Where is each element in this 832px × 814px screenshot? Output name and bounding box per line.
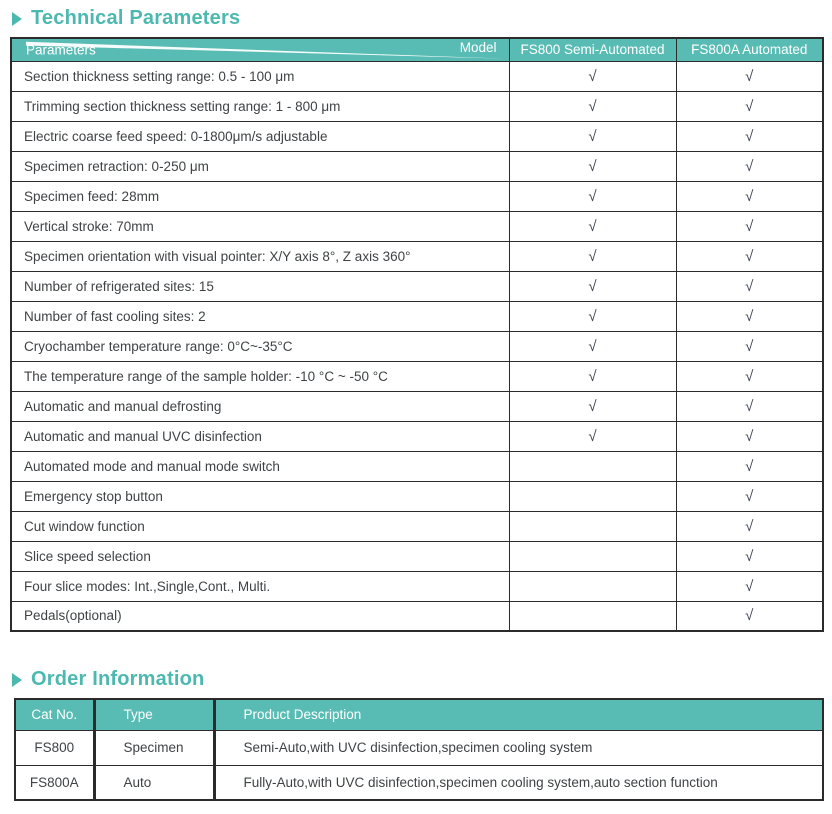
checkmark-cell [509,271,676,301]
order-information-title [12,668,832,691]
checkmark-cell [676,541,823,571]
checkmark-cell [509,331,676,361]
check-icon: √ [745,547,754,565]
table-row [11,91,823,121]
checkmark-cell [676,331,823,361]
check-icon: √ [588,97,597,115]
check-icon: √ [745,307,754,325]
check-icon: √ [588,187,597,205]
checkmark-cell [676,91,823,121]
parameter-name-cell: Pedals(optional) [11,601,509,631]
check-icon: √ [588,157,597,175]
parameters-header-label: Parameters [26,42,96,58]
tech-header-row [11,38,823,61]
check-icon: √ [588,337,597,355]
table-row [11,61,823,91]
table-row [11,271,823,301]
order-header-row [15,699,823,730]
tech-table-body [11,61,823,631]
table-row [15,730,823,765]
check-icon: √ [588,127,597,145]
checkmark-cell [509,391,676,421]
checkmark-cell [676,451,823,481]
parameters-model-header-cell [11,38,509,61]
technical-parameters-title [12,7,832,30]
model-header-label: Model [459,40,497,55]
check-icon: √ [745,577,754,595]
checkmark-cell [676,211,823,241]
parameter-name-cell: Emergency stop button [11,481,509,511]
checkmark-cell [676,601,823,631]
table-row [11,391,823,421]
section-arrow-icon [12,12,22,26]
table-row [11,601,823,631]
check-icon: √ [745,247,754,265]
check-icon: √ [745,427,754,445]
table-row [11,571,823,601]
check-icon: √ [745,457,754,475]
checkmark-cell [509,241,676,271]
checkmark-cell [509,421,676,451]
checkmark-cell [509,121,676,151]
check-icon: √ [745,157,754,175]
checkmark-cell [676,271,823,301]
check-icon: √ [745,397,754,415]
table-row [11,451,823,481]
table-row [11,511,823,541]
checkmark-cell [676,121,823,151]
check-icon: √ [745,337,754,355]
type-column-header: Type [94,699,214,730]
product-description-cell: Semi-Auto,with UVC disinfection,specimen cooling system [214,730,823,765]
checkmark-cell [676,421,823,451]
parameter-name-cell: Four slice modes: Int.,Single,Cont., Multi. [11,571,509,601]
check-icon: √ [588,397,597,415]
table-row [11,331,823,361]
check-icon: √ [588,427,597,445]
checkmark-cell [509,181,676,211]
empty-cell [509,571,676,601]
table-row [11,421,823,451]
empty-cell [509,541,676,571]
table-row [11,241,823,271]
checkmark-cell [676,361,823,391]
order-table-body [15,730,823,800]
checkmark-cell [676,511,823,541]
table-row [11,301,823,331]
checkmark-cell [676,61,823,91]
fs800-column-header: FS800 Semi-Automated [509,38,676,61]
empty-cell [509,601,676,631]
table-row [11,481,823,511]
empty-cell [509,481,676,511]
parameter-name-cell: Electric coarse feed speed: 0-1800μm/s adjustable [11,121,509,151]
product-description-column-header: Product Description [214,699,823,730]
parameter-name-cell: Automatic and manual defrosting [11,391,509,421]
parameter-name-cell: Automatic and manual UVC disinfection [11,421,509,451]
checkmark-cell [509,301,676,331]
order-information-title-text: Order Information [31,668,205,690]
checkmark-cell [509,91,676,121]
empty-cell [509,451,676,481]
table-row [11,181,823,211]
check-icon: √ [745,517,754,535]
check-icon: √ [745,67,754,85]
check-icon: √ [745,277,754,295]
checkmark-cell [676,481,823,511]
checkmark-cell [676,571,823,601]
check-icon: √ [588,367,597,385]
check-icon: √ [588,217,597,235]
parameter-name-cell: Specimen retraction: 0-250 μm [11,151,509,181]
table-row [11,541,823,571]
parameter-name-cell: Automated mode and manual mode switch [11,451,509,481]
checkmark-cell [676,391,823,421]
cat-no-cell: FS800A [15,765,94,800]
check-icon: √ [745,97,754,115]
check-icon: √ [745,127,754,145]
parameter-name-cell: Section thickness setting range: 0.5 - 100 μm [11,61,509,91]
checkmark-cell [676,241,823,271]
checkmark-cell [676,181,823,211]
technical-parameters-table [10,37,824,632]
check-icon: √ [745,607,754,625]
check-icon: √ [588,277,597,295]
table-row [11,361,823,391]
parameter-name-cell: Specimen orientation with visual pointer: X/Y axis 8°, Z axis 360° [11,241,509,271]
parameter-name-cell: Specimen feed: 28mm [11,181,509,211]
parameter-name-cell: Cryochamber temperature range: 0°C~-35°C [11,331,509,361]
section-arrow-icon [12,673,22,687]
parameter-name-cell: Trimming section thickness setting range: 1 - 800 μm [11,91,509,121]
checkmark-cell [676,301,823,331]
product-description-cell: Fully-Auto,with UVC disinfection,specimen cooling system,auto section function [214,765,823,800]
parameter-name-cell: Cut window function [11,511,509,541]
parameter-name-cell: Number of fast cooling sites: 2 [11,301,509,331]
check-icon: √ [745,217,754,235]
parameter-name-cell: Slice speed selection [11,541,509,571]
type-cell: Auto [94,765,214,800]
parameter-name-cell: Vertical stroke: 70mm [11,211,509,241]
checkmark-cell [509,61,676,91]
table-row [15,765,823,800]
check-icon: √ [588,67,597,85]
table-row [11,151,823,181]
parameter-name-cell: The temperature range of the sample holder: -10 °C ~ -50 °C [11,361,509,391]
cat-no-cell: FS800 [15,730,94,765]
check-icon: √ [745,367,754,385]
technical-parameters-title-text: Technical Parameters [31,7,241,29]
checkmark-cell [509,151,676,181]
check-icon: √ [588,247,597,265]
fs800a-column-header: FS800A Automated [676,38,823,61]
datasheet-page [0,7,832,801]
order-information-table [14,698,824,801]
parameter-name-cell: Number of refrigerated sites: 15 [11,271,509,301]
checkmark-cell [509,211,676,241]
empty-cell [509,511,676,541]
checkmark-cell [676,151,823,181]
cat-no-column-header: Cat No. [15,699,94,730]
check-icon: √ [588,307,597,325]
type-cell: Specimen [94,730,214,765]
table-row [11,211,823,241]
check-icon: √ [745,187,754,205]
table-row [11,121,823,151]
checkmark-cell [509,361,676,391]
check-icon: √ [745,487,754,505]
